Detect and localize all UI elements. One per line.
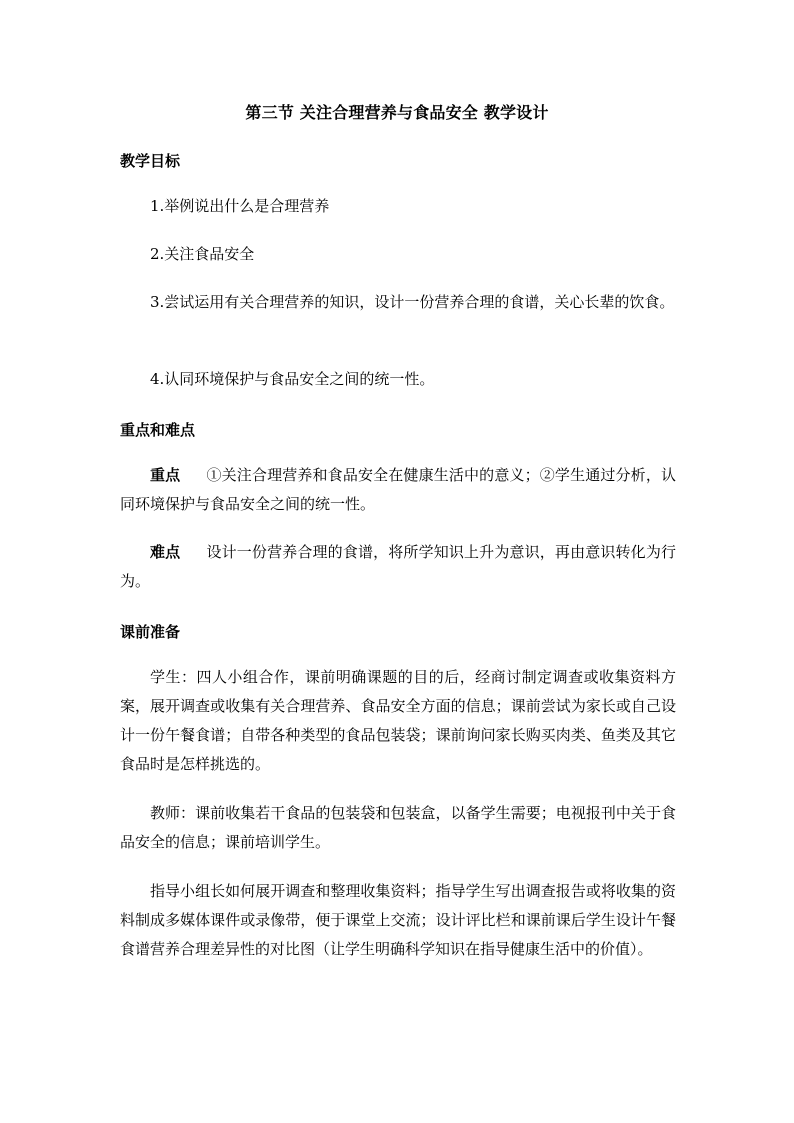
- page-title: 第三节 关注合理营养与食品安全 教学设计: [245, 103, 549, 122]
- objective-item-2: 2.关注食品安全: [150, 245, 255, 263]
- preparation-teacher-paragraph: 教师：课前收集若干食品的包装袋和包装盒，以备学生需要；电视报刊中关于食品安全的信息；课前培训学生。: [120, 804, 676, 851]
- heading-preparation: 课前准备: [120, 623, 181, 641]
- preparation-guidance-paragraph: 指导小组长如何展开调查和整理收集资料；指导学生写出调查报告或将收集的资料制成多媒体课件或录像带，便于课堂上交流；设计评比栏和课前课后学生设计午餐食谱营养合理差异性的对比图（让学生明确科学知识在指导健康生活中的价值）。: [120, 882, 676, 958]
- key-point-paragraph: [120, 461, 676, 519]
- key-point-text: ①关注合理营养和食品安全在健康生活中的意义；②学生通过分析，认同环境保护与食品安全之间的统一性。: [120, 466, 676, 513]
- difficult-point-paragraph: [120, 538, 676, 596]
- heading-objectives: 教学目标: [120, 152, 181, 170]
- preparation-student-paragraph: 学生：四人小组合作，课前明确课题的目的后，经商讨制定调查或收集资料方案，展开调查或收集有关合理营养、食品安全方面的信息；课前尝试为家长或自己设计一份午餐食谱；自带各种类型的食品包装袋；课前询问家长购买肉类、鱼类及其它食品时是怎样挑选的。: [120, 668, 676, 773]
- difficult-point-text: 设计一份营养合理的食谱，将所学知识上升为意识，再由意识转化为行为。: [120, 543, 676, 590]
- objective-item-1: 1.举例说出什么是合理营养: [150, 197, 330, 215]
- objective-item-4: 4.认同环境保护与食品安全之间的统一性。: [150, 370, 435, 388]
- objective-item-3: 3.尝试运用有关合理营养的知识，设计一份营养合理的食谱，关心长辈的饮食。: [150, 293, 675, 311]
- heading-key-points: 重点和难点: [120, 421, 196, 439]
- key-point-label: 重点: [150, 466, 181, 484]
- difficult-point-label: 难点: [150, 543, 181, 561]
